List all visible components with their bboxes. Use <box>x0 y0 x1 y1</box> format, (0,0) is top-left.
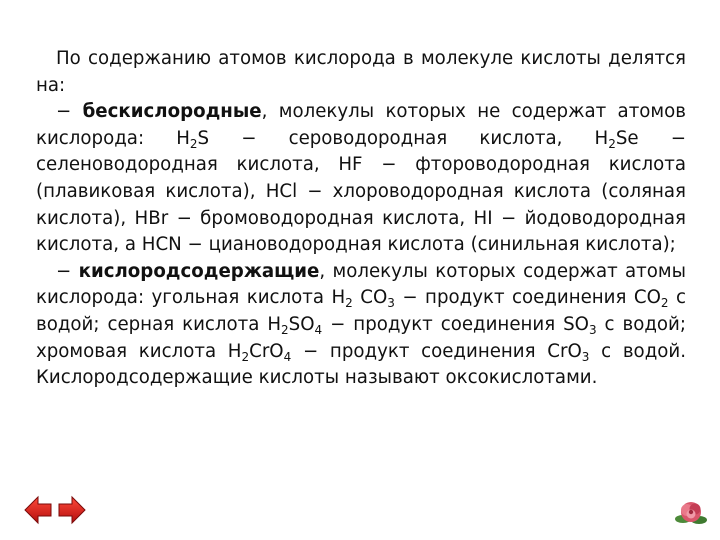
intro-paragraph: По содержанию атомов кислорода в молекуле кислоты делятся на: <box>36 48 686 96</box>
arrow-left-icon[interactable] <box>24 495 52 525</box>
oxygen-containing-acids-paragraph: − кислородсодержащие, молекулы которых содержат атомы кислорода: угольная кислота $H_2$ $CO_3$ − продукт соединения $CO_2$ с водой; серная кислота $H_2SO_4$ − продукт соединения $SO_3$ с водой; хромовая кислота $H_2CrO_4$ − продукт соединения CrO$_3$ с водой. Кислородсодержащие кислоты называют оксокислотами. <box>36 260 686 389</box>
slide-navigation <box>24 495 86 525</box>
arrow-right-icon[interactable] <box>58 495 86 525</box>
slide-text <box>36 46 686 392</box>
flower-icon <box>674 497 708 527</box>
oxygen-free-acids-paragraph: − бескислородные, молекулы которых не содержат атомов кислорода: $H_2S$ − сероводородная кислота, $H_2Se$ − селеноводородная кислота, HF − фтороводородная кислота (плавиковая кислота), HCl − хлороводородная кислота (соляная кислота), HBr − бромоводородная кислота, HI − йодоводородная кислота, а HCN − циановодородная кислота (синильная кислота); <box>36 101 686 256</box>
term-oxygen-free: бескислородные <box>82 101 262 123</box>
term-oxygen-containing: кислородсодержащие <box>78 260 320 282</box>
